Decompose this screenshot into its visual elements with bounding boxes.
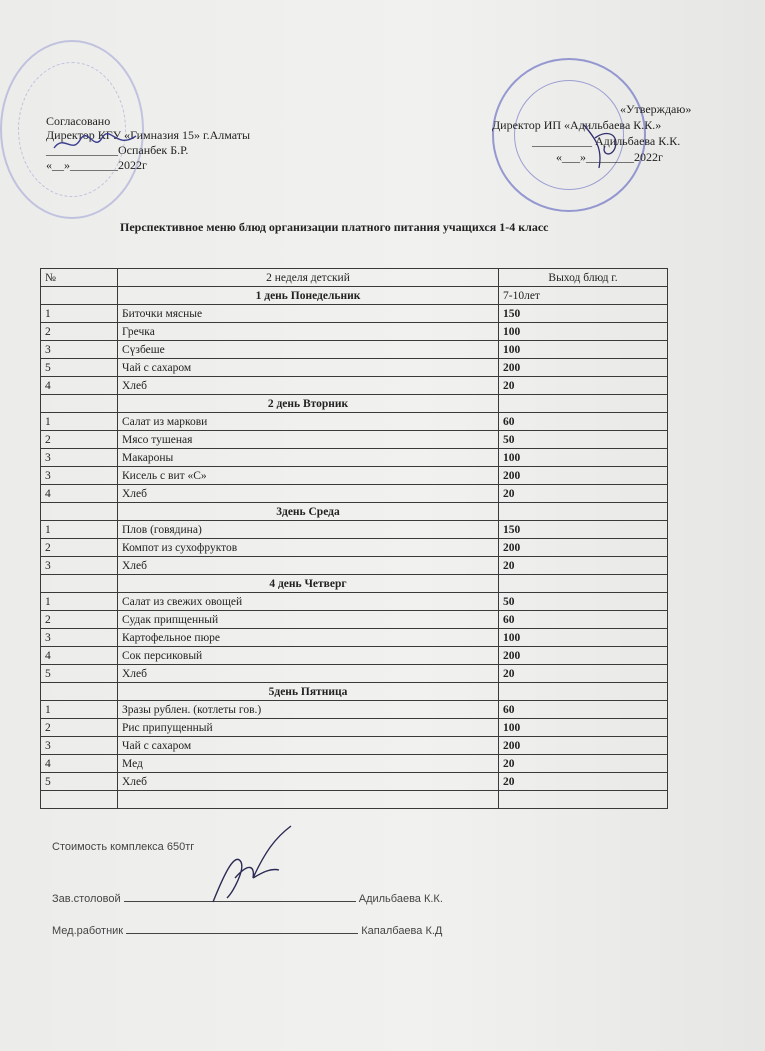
day-section-row (41, 683, 668, 701)
portion-weight: 20 (499, 485, 668, 503)
signature-line (126, 933, 358, 934)
row-number (41, 575, 118, 593)
table-row (41, 485, 668, 503)
row-number: 1 (41, 521, 118, 539)
row-number: 3 (41, 629, 118, 647)
dish-name: Плов (говядина) (118, 521, 499, 539)
row-number: 3 (41, 341, 118, 359)
dish-name: Хлеб (118, 665, 499, 683)
table-row (41, 755, 668, 773)
approver-name: ____________Оспанбек Б.Р. (46, 143, 189, 157)
portion-weight: 100 (499, 629, 668, 647)
dish-name: Макароны (118, 449, 499, 467)
table-row (41, 377, 668, 395)
table-row (41, 413, 668, 431)
row-number: 1 (41, 413, 118, 431)
portion-weight: 60 (499, 413, 668, 431)
table-header-row (41, 269, 668, 287)
header-number: № (41, 269, 118, 287)
table-row (41, 701, 668, 719)
dish-name: Мясо тушеная (118, 431, 499, 449)
dish-name: Компот из сухофруктов (118, 539, 499, 557)
dish-name: Хлеб (118, 485, 499, 503)
table-row (41, 305, 668, 323)
dish-name: Сүзбеше (118, 341, 499, 359)
table-row (41, 737, 668, 755)
complex-cost: Стоимость комплекса 650тг (52, 841, 195, 853)
row-number: 3 (41, 449, 118, 467)
day-section-row (41, 395, 668, 413)
table-row (41, 431, 668, 449)
dish-name: Судак припщенный (118, 611, 499, 629)
row-number: 4 (41, 755, 118, 773)
portion-weight: 100 (499, 341, 668, 359)
table-row (41, 611, 668, 629)
portion-weight: 150 (499, 521, 668, 539)
age-group: 7-10лет (499, 287, 668, 305)
portion-weight: 60 (499, 701, 668, 719)
table-row (41, 665, 668, 683)
director-name: __________ Адильбаева К.К. (532, 134, 681, 148)
row-number: 5 (41, 665, 118, 683)
row-number (41, 287, 118, 305)
portion-weight: 100 (499, 449, 668, 467)
dish-name: Хлеб (118, 773, 499, 791)
dish-name: Мед (118, 755, 499, 773)
portion-weight (499, 791, 668, 809)
dish-name: Салат из маркови (118, 413, 499, 431)
row-number (41, 395, 118, 413)
dish-name: Хлеб (118, 557, 499, 575)
portion-weight: 100 (499, 323, 668, 341)
dish-name: Чай с сахаром (118, 737, 499, 755)
portion-weight: 20 (499, 773, 668, 791)
table-row (41, 449, 668, 467)
approval-date: «__»________2022г (46, 158, 147, 172)
table-row (41, 773, 668, 791)
age-group (499, 395, 668, 413)
portion-weight: 200 (499, 737, 668, 755)
table-row (41, 341, 668, 359)
table-row (41, 467, 668, 485)
row-number: 2 (41, 539, 118, 557)
table-row (41, 629, 668, 647)
portion-weight: 20 (499, 557, 668, 575)
portion-weight: 200 (499, 539, 668, 557)
row-number: 1 (41, 593, 118, 611)
portion-weight: 200 (499, 359, 668, 377)
day-section-row (41, 287, 668, 305)
approved-label: «Утверждаю» (620, 102, 692, 116)
age-group (499, 683, 668, 701)
day-title: 1 день Понедельник (118, 287, 499, 305)
approval-label: Согласовано (46, 114, 111, 128)
row-number: 4 (41, 485, 118, 503)
dish-name: Сок персиковый (118, 647, 499, 665)
portion-weight: 200 (499, 467, 668, 485)
row-number: 3 (41, 557, 118, 575)
row-number: 4 (41, 377, 118, 395)
canteen-label: Зав.столовой (52, 893, 121, 905)
portion-weight: 50 (499, 431, 668, 449)
row-number: 3 (41, 467, 118, 485)
row-number: 5 (41, 773, 118, 791)
row-number: 1 (41, 701, 118, 719)
row-number: 4 (41, 647, 118, 665)
dish-name (118, 791, 499, 809)
header-dish: 2 неделя детский (118, 269, 499, 287)
signature-right (575, 118, 635, 173)
table-row (41, 539, 668, 557)
row-number: 3 (41, 737, 118, 755)
day-title: 5день Пятница (118, 683, 499, 701)
canteen-name: Адильбаева К.К. (358, 893, 443, 905)
menu-table (40, 268, 668, 809)
day-section-row (41, 575, 668, 593)
table-row (41, 719, 668, 737)
portion-weight: 20 (499, 755, 668, 773)
dish-name: Кисель с вит «С» (118, 467, 499, 485)
dish-name: Зразы рублен. (котлеты гов.) (118, 701, 499, 719)
row-number: 1 (41, 305, 118, 323)
director-position: Директор ИП «Адильбаева К.К.» (492, 118, 662, 132)
row-number (41, 683, 118, 701)
dish-name: Хлеб (118, 377, 499, 395)
approver-position: Директор КГУ «Гимназия 15» г.Алматы (46, 128, 251, 142)
header-portion: Выход блюд г. (499, 269, 668, 287)
portion-weight: 20 (499, 665, 668, 683)
portion-weight: 150 (499, 305, 668, 323)
page-title: Перспективное меню блюд организации платного питания учащихся 1-4 класс (120, 220, 549, 234)
day-title: 3день Среда (118, 503, 499, 521)
row-number: 2 (41, 323, 118, 341)
day-title: 4 день Четверг (118, 575, 499, 593)
dish-name: Картофельное пюре (118, 629, 499, 647)
row-number (41, 503, 118, 521)
portion-weight: 100 (499, 719, 668, 737)
medic-label: Мед.работник (52, 925, 124, 937)
portion-weight: 200 (499, 647, 668, 665)
dish-name: Салат из свежих овощей (118, 593, 499, 611)
row-number: 2 (41, 719, 118, 737)
day-section-row (41, 503, 668, 521)
row-number: 2 (41, 611, 118, 629)
day-title: 2 день Вторник (118, 395, 499, 413)
table-row (41, 593, 668, 611)
table-row (41, 521, 668, 539)
dish-name: Чай с сахаром (118, 359, 499, 377)
dish-name: Гречка (118, 323, 499, 341)
medic-row (52, 925, 442, 937)
age-group (499, 575, 668, 593)
signature-left (50, 130, 140, 156)
row-number (41, 791, 118, 809)
medic-name: Капалбаева К.Д (361, 925, 443, 937)
portion-weight: 20 (499, 377, 668, 395)
row-number: 2 (41, 431, 118, 449)
table-row (41, 791, 668, 809)
portion-weight: 50 (499, 593, 668, 611)
dish-name: Биточки мясные (118, 305, 499, 323)
table-row (41, 647, 668, 665)
table-row (41, 323, 668, 341)
table-row (41, 359, 668, 377)
table-row (41, 557, 668, 575)
portion-weight: 60 (499, 611, 668, 629)
age-group (499, 503, 668, 521)
row-number: 5 (41, 359, 118, 377)
dish-name: Рис припущенный (118, 719, 499, 737)
approved-date: «___»________2022г (556, 150, 663, 164)
signature-canteen (205, 822, 295, 912)
